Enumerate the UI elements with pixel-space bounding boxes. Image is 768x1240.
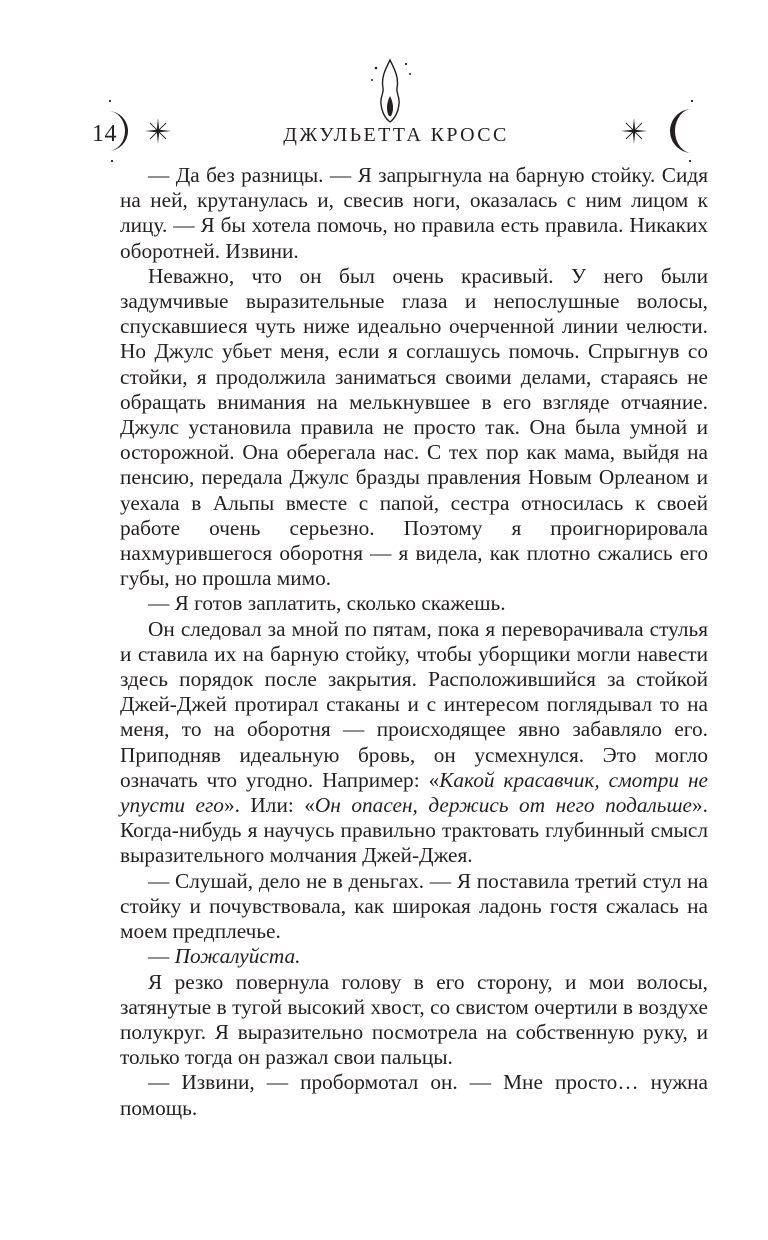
flame-icon — [366, 56, 414, 126]
crescent-moon-icon — [640, 95, 700, 167]
text-body — [120, 163, 708, 1121]
text-run: Он следовал за мной по пятам, пока я переворачивала стулья и ставила их на барную стойку, чтобы уборщики могли навести здесь порядок после закрытия. Расположившийся за стойкой Джей-Джей протирал стаканы и с интересом поглядывал то на меня, то на оборотня — происходящее явно забавляло его. Приподняв идеальную бровь, он усмехнулся. Это могло означать что угодно. Например: « — [120, 616, 708, 792]
italic-quote: Какой красавчик, смотри не упусти его — [120, 767, 709, 818]
paragraph — [120, 617, 708, 869]
paragraph: Неважно, что он был очень красивый. У него были задумчивые выразительные глаза и непослушные волосы, спускавшиеся чуть ниже идеально очерченной линии челюсти. Но Джулс убьет меня, если я соглашусь помочь. Спрыгнув со стойки, я продолжила заниматься своими делами, стараясь не обращать внимания на мелькнувшее в его взгляде отчаяние. Джулс установила правила не просто так. Она была умной и осторожной. Она оберегала нас. С тех пор как мама, выйдя на пенсию, передала Джулс бразды правления Новым Орлеаном и уехала в Альпы вместе с папой, сестра относилась к своей работе очень серьезно. Поэтому я проигнорировала нахмурившегося оборотня — я видела, как плотно сжались его губы, но прошла мимо. — [120, 263, 708, 591]
paragraph: — Да без разницы. — Я запрыгнула на барную стойку. Сидя на ней, крутанулась и, свесив ноги, оказалась с ним лицом к лицу. — Я бы хотела помочь, но правила есть правила. Никаких оборотней. Извини. — [120, 163, 708, 263]
italic-quote: Он опасен, держись от него подальше — [314, 793, 693, 818]
paragraph: — Я готов заплатить, сколько скажешь. — [148, 591, 506, 616]
crescent-moon-icon — [104, 95, 134, 167]
paragraph — [120, 944, 708, 969]
italic-line: Пожалуйста. — [174, 944, 301, 969]
text-run: ». Или: « — [223, 793, 315, 818]
running-title: ДЖУЛЬЕТТА КРОСС — [283, 124, 509, 146]
paragraph: Я резко повернула голову в его сторону, и мои волосы, затянутые в тугой высокий хвост, со свистом очертили в воздухе полукруг. Я выразительно посмотрела на собственную руку, и только тогда он разжал свои пальцы. — [120, 969, 708, 1070]
sparkle-icon — [144, 117, 172, 145]
page-number: 14 — [92, 121, 117, 147]
paragraph: — Слушай, дело не в деньгах. — Я поставила третий стул на стойку и почувствовала, как широкая ладонь гостя сжалась на моем предплечье. — [120, 868, 708, 944]
paragraph: — Извини, — пробормотал он. — Мне просто… нужна помощь. — [120, 1070, 708, 1120]
text-run: — — [148, 944, 175, 969]
page-header — [0, 0, 768, 170]
text-run: ». Когда-нибудь я научусь правильно трактовать глубинный смысл выразительного молчания Джей-Джея. — [120, 793, 708, 868]
